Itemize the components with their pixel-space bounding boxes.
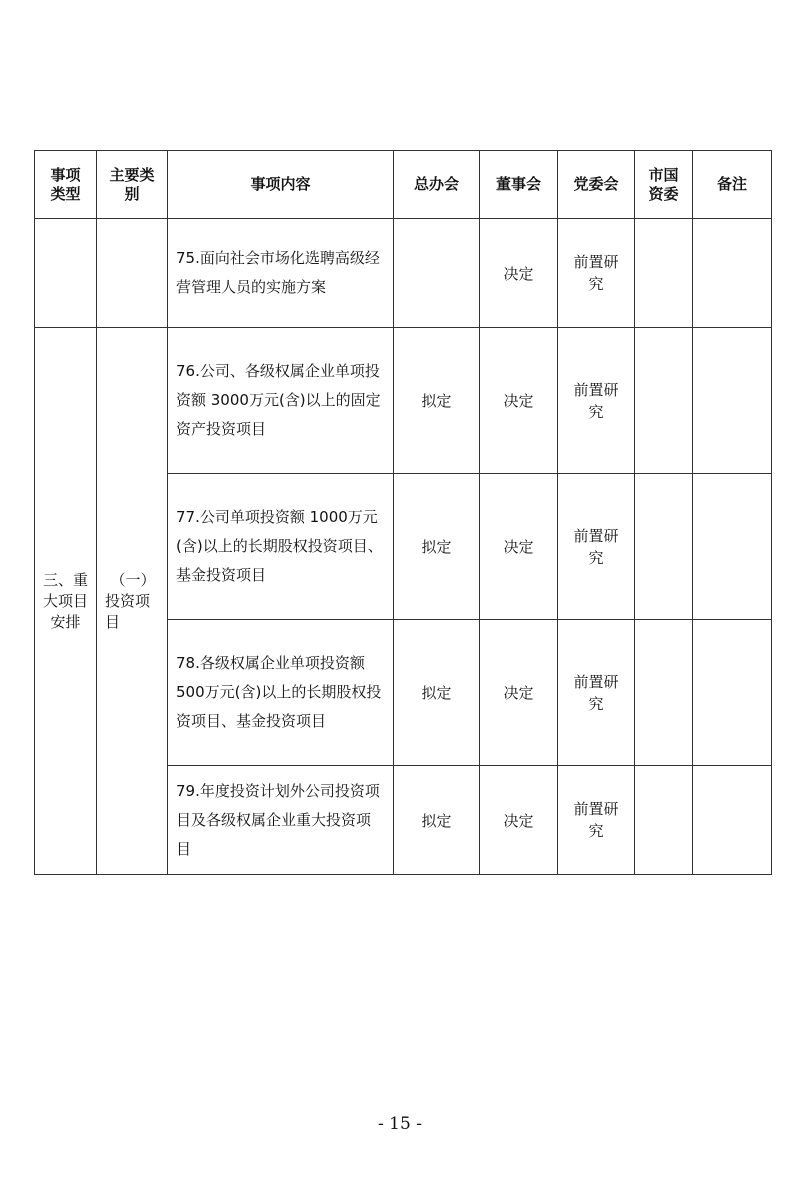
remark-cell (693, 474, 772, 620)
header-type: 事项类型 (35, 151, 97, 219)
header-category: 主要类别 (97, 151, 168, 219)
office-cell: 拟定 (394, 620, 480, 766)
item-content: 76.公司、各级权属企业单项投资额 3000万元(含)以上的固定资产投资项目 (168, 328, 394, 474)
header-party: 党委会 (558, 151, 635, 219)
board-cell: 决定 (480, 766, 558, 875)
sasac-cell (635, 766, 693, 875)
table-row (35, 219, 772, 328)
item-content: 79.年度投资计划外公司投资项目及各级权属企业重大投资项目 (168, 766, 394, 875)
board-cell: 决定 (480, 328, 558, 474)
remark-cell (693, 219, 772, 328)
sasac-cell (635, 219, 693, 328)
category-cell-empty (97, 219, 168, 328)
party-cell: 前置研究 (558, 328, 635, 474)
header-remark: 备注 (693, 151, 772, 219)
header-row (35, 151, 772, 219)
header-sasac: 市国资委 (635, 151, 693, 219)
table-row (35, 328, 772, 474)
board-cell: 决定 (480, 620, 558, 766)
office-cell: 拟定 (394, 474, 480, 620)
party-cell: 前置研究 (558, 474, 635, 620)
office-cell (394, 219, 480, 328)
header-content: 事项内容 (168, 151, 394, 219)
remark-cell (693, 328, 772, 474)
header-board: 董事会 (480, 151, 558, 219)
sasac-cell (635, 620, 693, 766)
board-cell: 决定 (480, 219, 558, 328)
sasac-cell (635, 474, 693, 620)
party-cell: 前置研究 (558, 219, 635, 328)
item-content: 75.面向社会市场化选聘高级经营管理人员的实施方案 (168, 219, 394, 328)
item-content: 78.各级权属企业单项投资额500万元(含)以上的长期股权投资项目、基金投资项目 (168, 620, 394, 766)
sasac-cell (635, 328, 693, 474)
page-number: - 15 - (378, 1114, 422, 1134)
office-cell: 拟定 (394, 328, 480, 474)
item-type-cell: 三、重大项目安排 (35, 328, 97, 875)
party-cell: 前置研究 (558, 766, 635, 875)
office-cell: 拟定 (394, 766, 480, 875)
category-paren: （一） (110, 570, 156, 589)
type-cell-empty (35, 219, 97, 328)
category-label: 投资项目 (105, 591, 151, 631)
board-cell: 决定 (480, 474, 558, 620)
item-category-cell (97, 328, 168, 875)
party-cell: 前置研究 (558, 620, 635, 766)
remark-cell (693, 620, 772, 766)
remark-cell (693, 766, 772, 875)
item-content: 77.公司单项投资额 1000万元(含)以上的长期股权投资项目、基金投资项目 (168, 474, 394, 620)
header-office: 总办会 (394, 151, 480, 219)
decision-matrix-table (34, 150, 772, 875)
